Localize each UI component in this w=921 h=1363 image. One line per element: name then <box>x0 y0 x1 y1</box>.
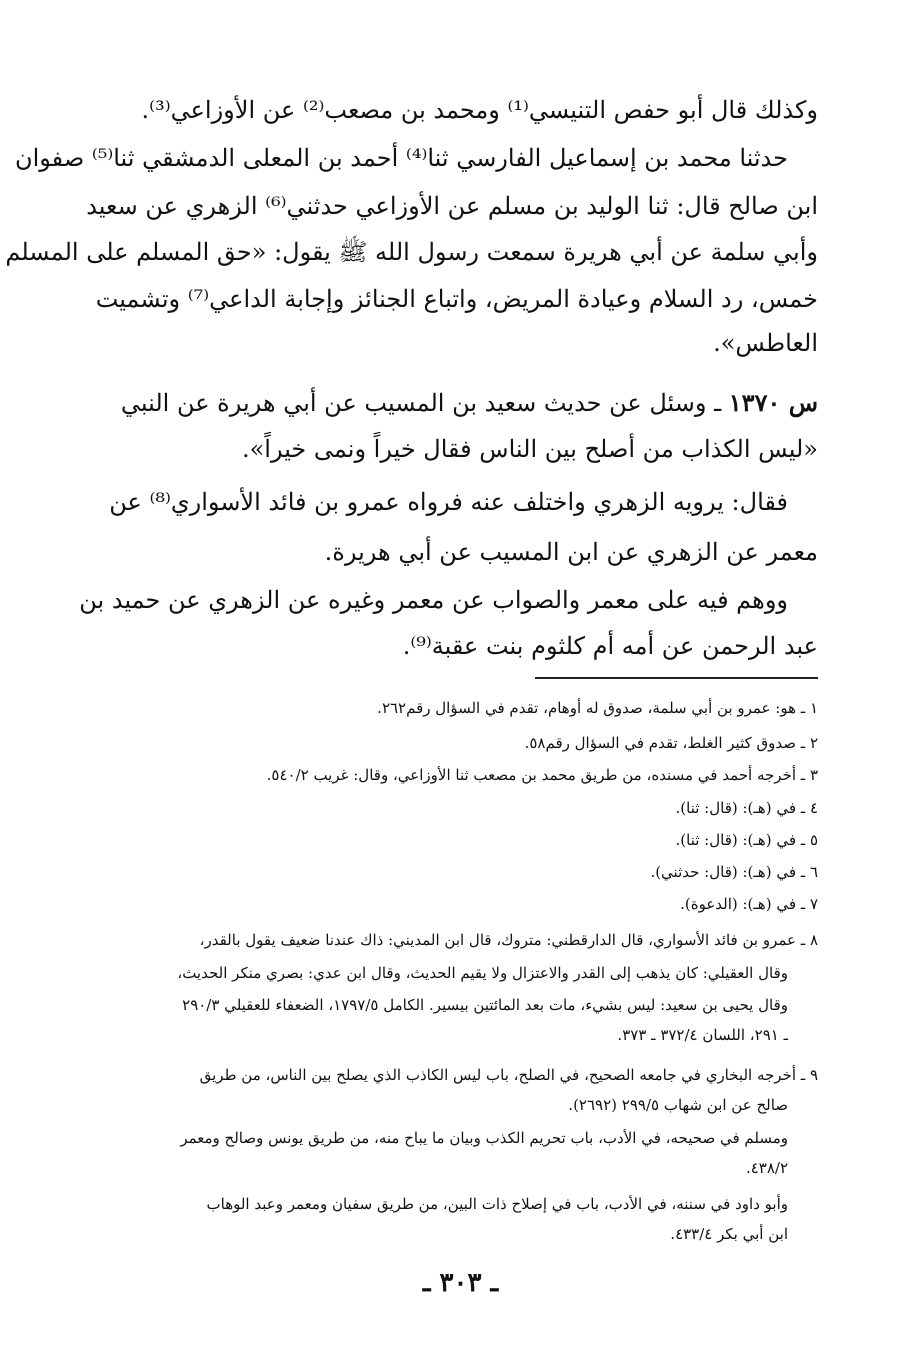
question-line: «ليس الكذاب من أصلح بين الناس فقال خيراً ونمى خيراً». <box>241 435 818 463</box>
footnote-8-line: ٨ ـ عمرو بن فائد الأسواري، قال الدارقطني: متروك، قال ابن المديني: ذاك عندنا ضعيف يقول بالقدر، <box>199 931 818 949</box>
footnote-8-line: وقال يحيى بن سعيد: ليس بشيء، مات بعد المائتين بيسير. الكامل ١٧٩٧/٥، الضعفاء للعقيلي ٢٩٠/٣ <box>182 996 788 1014</box>
question-text: ـ وسئل عن حديث سعيد بن المسيب عن أبي هريرة عن النبي <box>120 389 722 417</box>
footnote-9-line: ٩ ـ أخرجه البخاري في جامعه الصحيح، في الصلح، باب ليس الكاذب الذي يصلح بين الناس، من طريق <box>199 1066 818 1084</box>
answer-line: عبد الرحمن عن أمه أم كلثوم بنت عقبة⁽⁹⁾. <box>402 632 818 660</box>
footnote-9-line: ابن أبي بكر ٤٣٣/٤. <box>670 1225 788 1243</box>
answer-line: ووهم فيه على معمر والصواب عن معمر وغيره عن الزهري عن حميد بن <box>79 586 788 614</box>
footnote-9-line: صالح عن ابن شهاب ٢٩٩/٥ (٢٦٩٢). <box>568 1096 788 1114</box>
answer-line: فقال: يرويه الزهري واختلف عنه فرواه عمرو بن فائد الأسواري⁽⁸⁾ عن <box>109 488 788 516</box>
paragraph-line: وكذلك قال أبو حفص التنيسي⁽¹⁾ ومحمد بن مصعب⁽²⁾ عن الأوزاعي⁽³⁾. <box>141 96 818 124</box>
footnote-6: ٦ ـ في (هـ): (قال: حدثني). <box>650 863 818 881</box>
paragraph-line: حدثنا محمد بن إسماعيل الفارسي ثنا⁽⁴⁾ أحمد بن المعلى الدمشقي ثنا⁽⁵⁾ صفوان <box>14 144 788 172</box>
footnote-9-line: وأبو داود في سننه، في الأدب، باب في إصلاح ذات البين، من طريق سفيان ومعمر وعبد الوهاب <box>206 1195 788 1213</box>
paragraph-line: خمس، رد السلام وعيادة المريض، واتباع الجنائز وإجابة الداعي⁽⁷⁾ وتشميت <box>95 285 818 313</box>
footnote-1: ١ ـ هو: عمرو بن أبي سلمة، صدوق له أوهام، تقدم في السؤال رقم٢٦٢. <box>377 699 818 717</box>
page-number: ـ ٣٠٣ ـ <box>422 1268 499 1298</box>
footnote-5: ٥ ـ في (هـ): (قال: ثنا). <box>675 831 818 849</box>
answer-line: معمر عن الزهري عن ابن المسيب عن أبي هريرة. <box>324 538 818 566</box>
question-number: س ١٣٧٠ <box>728 388 818 417</box>
footnote-3: ٣ ـ أخرجه أحمد في مسنده، من طريق محمد بن مصعب ثنا الأوزاعي، وقال: غريب ٥٤٠/٢. <box>266 766 818 784</box>
footnote-8-line: وقال العقيلي: كان يذهب إلى القدر والاعتزال ولا يقيم الحديث، وقال ابن عدي: بصري منكر الحديث، <box>177 964 788 982</box>
footnote-8-line: ـ ٢٩١، اللسان ٣٧٢/٤ ـ ٣٧٣. <box>617 1026 788 1044</box>
paragraph-line: ابن صالح قال: ثنا الوليد بن مسلم عن الأوزاعي حدثني⁽⁶⁾ الزهري عن سعيد <box>86 192 818 220</box>
footnote-4: ٤ ـ في (هـ): (قال: ثنا). <box>675 799 818 817</box>
footnote-7: ٧ ـ في (هـ): (الدعوة). <box>680 895 818 913</box>
paragraph-line: العاطس». <box>713 329 818 357</box>
footnote-9-line: ومسلم في صحيحه، في الأدب، باب تحريم الكذب وبيان ما يباح منه، من طريق يونس وصالح ومعمر <box>180 1129 788 1147</box>
footnotes <box>118 0 818 1250</box>
paragraph-line: وأبي سلمة عن أبي هريرة سمعت رسول الله ﷺ يقول: «حق المسلم على المسلم <box>5 238 818 266</box>
footnote-9-line: ٤٣٨/٢. <box>745 1159 788 1177</box>
footnote-2: ٢ ـ صدوق كثير الغلط، تقدم في السؤال رقم٥٨. <box>524 734 818 752</box>
